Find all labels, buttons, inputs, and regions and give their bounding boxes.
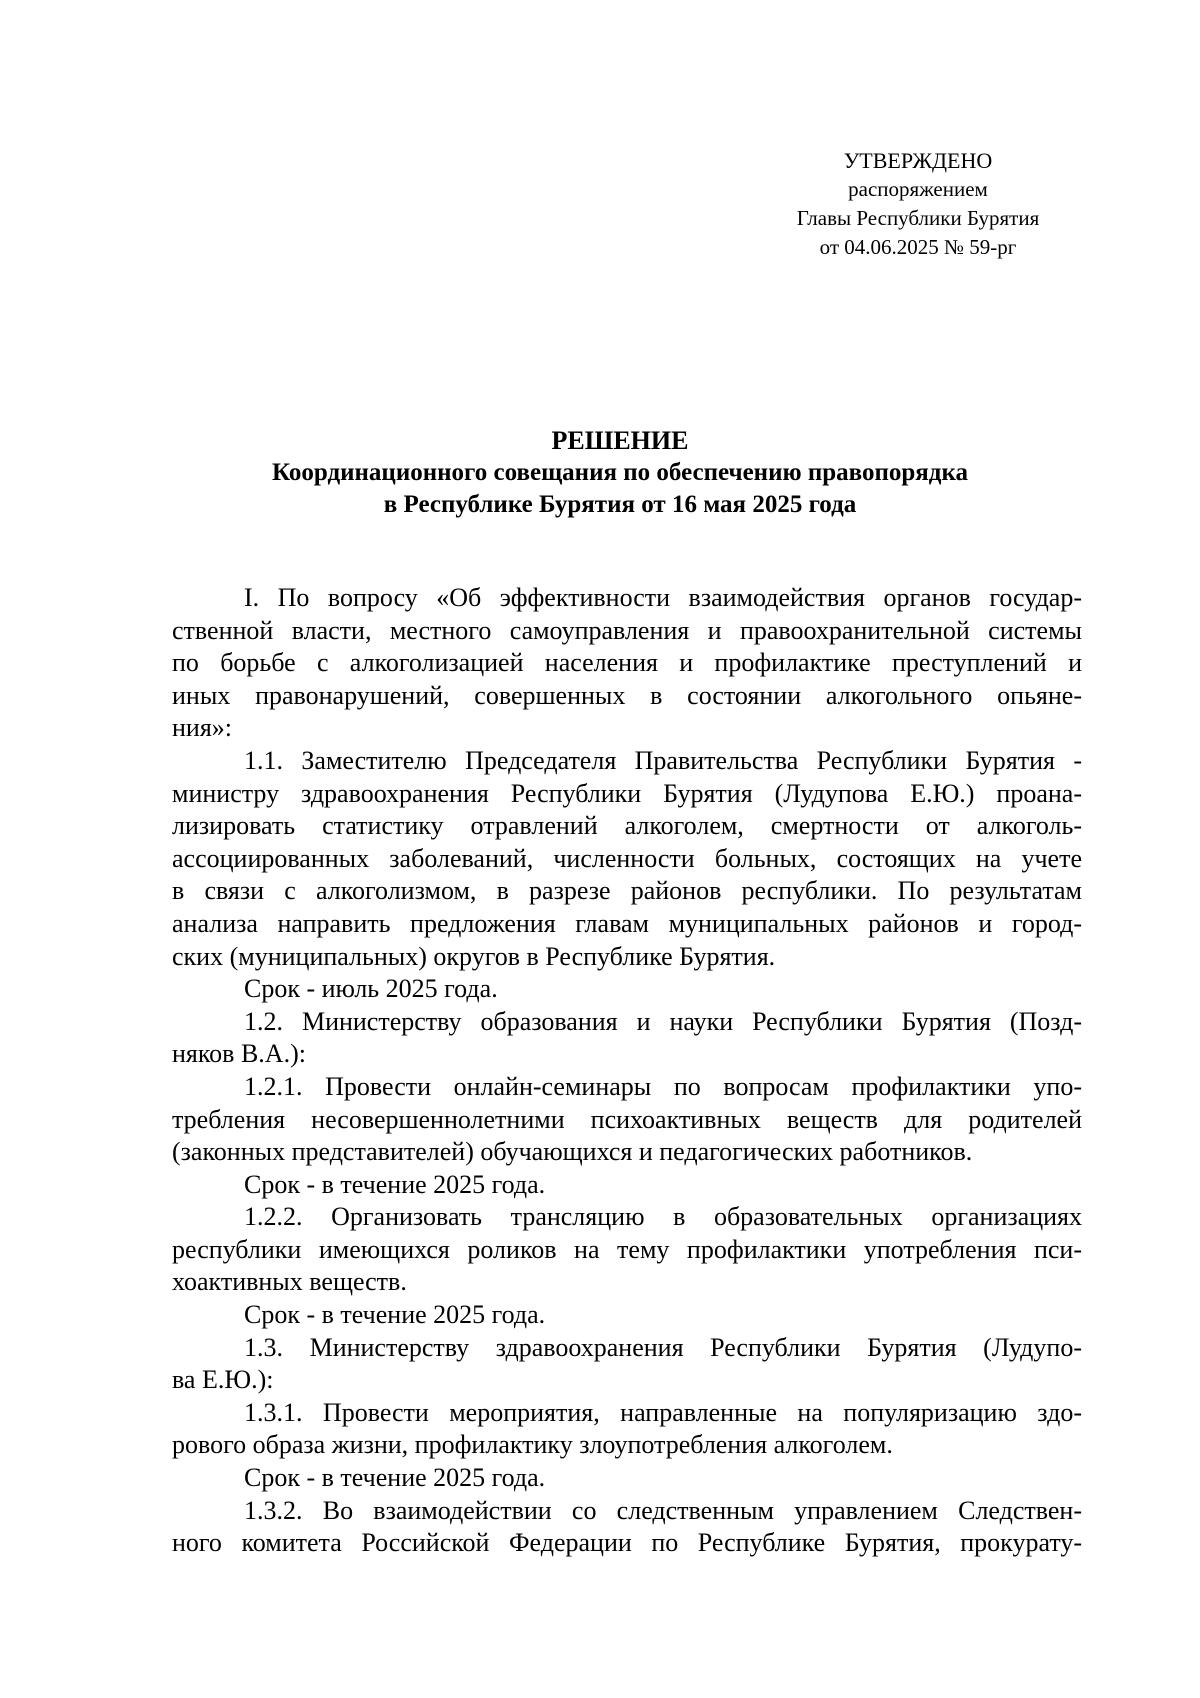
deadline-line: Срок - в течение 2025 года. bbox=[244, 1300, 546, 1330]
body-line: требления несовершеннолетними психоактивных веществ для родителей bbox=[172, 1104, 1082, 1134]
body-line: ассоциированных заболеваний, численности больных, состоящих на учете bbox=[172, 843, 1082, 873]
deadline-line: Срок - июль 2025 года. bbox=[244, 974, 498, 1004]
body-line: республики имеющихся роликов на тему профилактики употребления пси- bbox=[172, 1234, 1082, 1264]
decision-subtitle-line-1: Координационного совещания по обеспечению правопорядка bbox=[272, 459, 968, 486]
body-line: ного комитета Российской Федерации по Республике Бурятия, прокурату- bbox=[172, 1528, 1082, 1558]
body-line: ственной власти, местного самоуправления и правоохранительной системы bbox=[172, 615, 1082, 645]
decision-heading: РЕШЕНИЕ bbox=[551, 426, 689, 455]
body-line: 1.2.2. Организовать трансляцию в образовательных организациях bbox=[244, 1202, 1082, 1232]
approval-authority: Главы Республики Бурятия bbox=[796, 206, 1040, 230]
body-line: ских (муниципальных) округов в Республике Бурятия. bbox=[172, 941, 776, 971]
deadline-line: Срок - в течение 2025 года. bbox=[244, 1169, 546, 1199]
body-line: лизировать статистику отравлений алкоголем, смертности от алкоголь- bbox=[172, 811, 1082, 841]
body-line: министру здравоохранения Республики Бурятия (Лудупова Е.Ю.) проана- bbox=[172, 778, 1082, 808]
body-line: анализа направить предложения главам муниципальных районов и город- bbox=[172, 908, 1082, 938]
body-line: 1.3. Министерству здравоохранения Республики Бурятия (Лудупо- bbox=[244, 1332, 1082, 1362]
body-line: (законных представителей) обучающихся и педагогических работников. bbox=[172, 1137, 973, 1167]
body-line: I. По вопросу «Об эффективности взаимодействия органов государ- bbox=[244, 583, 1082, 612]
body-line: 1.2.1. Провести онлайн-семинары по вопросам профилактики упо- bbox=[244, 1071, 1082, 1101]
approval-stamp-block bbox=[768, 146, 1068, 262]
body-line: хоактивных веществ. bbox=[172, 1267, 407, 1297]
body-line: ва Е.Ю.): bbox=[172, 1365, 274, 1395]
body-line: по борьбе с алкоголизацией населения и профилактике преступлений и bbox=[172, 648, 1082, 678]
body-line: иных правонарушений, совершенных в состоянии алкогольного опьяне- bbox=[172, 680, 1082, 710]
body-line: 1.3.1. Провести мероприятия, направленные на популяризацию здо- bbox=[244, 1397, 1082, 1427]
approval-by-order: распоряжением bbox=[848, 177, 988, 201]
approval-title: УТВЕРЖДЕНО bbox=[843, 148, 993, 173]
decision-subtitle-line-2: в Республике Бурятия от 16 мая 2025 года bbox=[383, 491, 857, 518]
body-line: рового образа жизни, профилактику злоупотребления алкоголем. bbox=[172, 1430, 893, 1460]
document-body bbox=[172, 582, 1082, 1560]
body-line: 1.2. Министерству образования и науки Республики Бурятия (Позд- bbox=[244, 1006, 1082, 1036]
body-line: няков В.А.): bbox=[172, 1039, 306, 1069]
decision-title-block bbox=[170, 425, 1070, 521]
approval-date-number: от 04.06.2025 № 59-рг bbox=[819, 235, 1017, 259]
body-line: ния»: bbox=[172, 713, 233, 743]
body-line: 1.3.2. Во взаимодействии со следственным управлением Следствен- bbox=[244, 1495, 1082, 1525]
deadline-line: Срок - в течение 2025 года. bbox=[244, 1463, 546, 1493]
body-line: 1.1. Заместителю Председателя Правительства Республики Бурятия - bbox=[244, 745, 1082, 775]
body-line: в связи с алкоголизмом, в разрезе районов республики. По результатам bbox=[172, 876, 1082, 906]
